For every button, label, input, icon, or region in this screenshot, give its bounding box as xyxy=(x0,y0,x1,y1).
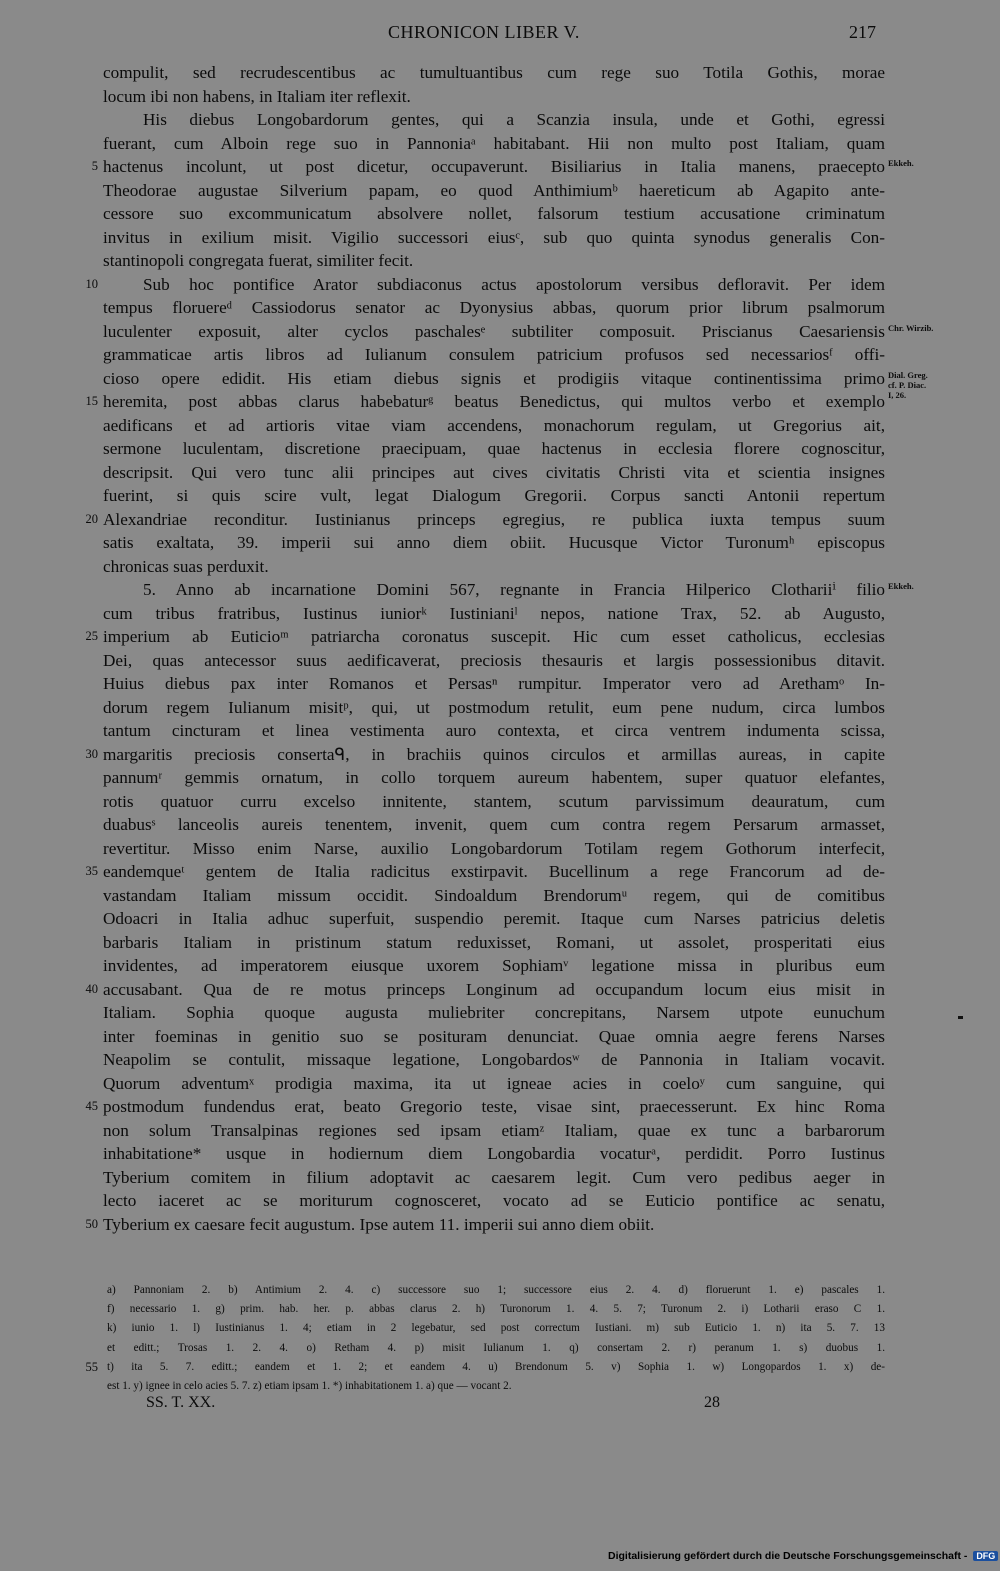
dfg-logo: DFG xyxy=(973,1551,998,1561)
note-line xyxy=(0,1281,1000,1300)
page-number: 217 xyxy=(849,22,876,42)
text-line xyxy=(0,132,1000,156)
text-line xyxy=(0,719,1000,743)
text-line xyxy=(0,625,1000,649)
text-line xyxy=(0,1213,1000,1237)
text-line-text: His diebus Longobardorum gentes, qui a Scanzia insula, unde et Gothi, egressi xyxy=(143,110,885,129)
text-line-text: barbaris Italiam in pristinum statum reduxisset, Romani, ut assolet, prosperitati eius xyxy=(103,932,885,952)
text-line-text: accusabant. Qua de re motus princeps Longinum ad occupandum locum eius misit in xyxy=(103,979,885,999)
text-line xyxy=(0,202,1000,226)
line-number: 10 xyxy=(85,276,98,291)
margin-note xyxy=(888,323,933,333)
page-footer xyxy=(0,1394,1000,1416)
text-line-text: Quorum adventumˣ prodigia maxima, ita ut igneae acies in coeloʸ cum sanguine, qui xyxy=(103,1073,885,1093)
text-line xyxy=(0,461,1000,485)
text-line xyxy=(0,155,1000,179)
text-line xyxy=(0,1189,1000,1213)
text-line-text: compulit, sed recrudescentibus ac tumultuantibus cum rege suo Totila Gothis, morae xyxy=(103,63,885,82)
line-number: 25 xyxy=(85,629,98,643)
text-line-text: inhabitatione* usque in hodiernum diem Longobardia vocaturᵃ, perdidit. Porro Iustinus xyxy=(103,1144,885,1163)
text-line xyxy=(0,1095,1000,1119)
line-number: 30 xyxy=(85,746,98,761)
text-line-text: cessore suo excommunicatum absolvere nollet, falsorum testium accusatione criminatum xyxy=(103,204,885,223)
text-line-text: tempus floruereᵈ Cassiodorus senator ac Dyonysius abbas, quorum prior librum psalmorum xyxy=(103,298,885,317)
text-line-text: Tyberium ex caesare fecit augustum. Ipse autem 11. imperii sui anno diem obiit. xyxy=(103,1214,655,1234)
sheet-number: 28 xyxy=(704,1394,720,1411)
text-line xyxy=(0,790,1000,814)
text-line xyxy=(0,85,1000,109)
margin-note xyxy=(888,158,914,168)
text-line-text: non solum Transalpinas regiones sed ipsam etiamᶻ Italiam, quae ex tunc a barbarorum xyxy=(103,1120,885,1140)
margin-note-line: Ekkeh. xyxy=(888,158,914,168)
text-line-text: pannumʳ gemmis ornatum, in collo torquem aureum habentem, super quatuor elefantes, xyxy=(103,768,885,787)
text-line xyxy=(0,61,1000,85)
text-line-text: Tyberium comitem in filium adoptavit ac caesarem legit. Cum vero pedibus aeger in xyxy=(103,1167,885,1187)
running-header xyxy=(0,22,1000,48)
text-line xyxy=(0,602,1000,626)
text-line xyxy=(0,743,1000,767)
text-line-text: luculenter exposuit, alter cyclos paschalesᵉ subtiliter composuit. Priscianus Caesariensis xyxy=(103,321,885,341)
text-line-text: Alexandriae reconditur. Iustinianus princeps egregius, re publica iuxta tempus suum xyxy=(103,509,885,529)
text-line-text: inter foeminas in genitio suo se posituram denunciat. Quae omnia aegre ferens Narses xyxy=(103,1026,885,1046)
text-line-text: invitus in exilium misit. Vigilio successori eiusᶜ, sub quo quinta synodus generalis Con- xyxy=(103,227,885,247)
main-text xyxy=(0,61,1000,1236)
margin-note-line: Chr. Wirzib. xyxy=(888,322,934,333)
margin-note-line: Dial. Greg. xyxy=(888,369,928,380)
signature-mark: SS. T. XX. xyxy=(146,1394,216,1411)
text-line xyxy=(0,390,1000,414)
text-line-text: grammaticae artis libros ad Iulianum consulem patricium profusos sed necessariosᶠ offi- xyxy=(103,345,885,364)
text-line xyxy=(0,555,1000,579)
line-number: 45 xyxy=(85,1099,98,1113)
note-line xyxy=(0,1358,1000,1377)
text-line-text: descripsit. Qui vero tunc alii principes aut cives civitatis Christi vita et scientia insignes xyxy=(103,462,885,482)
text-line xyxy=(0,179,1000,203)
text-line-text: cum tribus fratribus, Iustinus iuniorᵏ Iustinianiˡ nepos, natione Trax, 52. ab Augusto, xyxy=(103,603,885,623)
text-line xyxy=(0,1166,1000,1190)
note-line-text: t) ita 5. 7. editt.; eandem et 1. 2; et eandem 4. u) Brendonum 5. v) Sophia 1. w) Longopardos 1. x) de- xyxy=(107,1360,885,1373)
text-line xyxy=(0,367,1000,400)
text-line xyxy=(0,907,1000,931)
note-line xyxy=(0,1300,1000,1319)
text-line-text: Italiam. Sophia quoque augusta muliebriter concrepitans, Narsem utpote eunuchum xyxy=(103,1003,885,1022)
text-line xyxy=(0,696,1000,720)
text-line xyxy=(0,884,1000,908)
text-line xyxy=(0,273,1000,297)
text-line-text: fuerant, cum Alboin rege suo in Pannoniaᵃ habitabant. Hii non multo post Italiam, quam xyxy=(103,133,885,153)
text-line xyxy=(0,108,1000,132)
text-line-text: hactenus incolunt, ut post dicetur, occupaverunt. Bisiliarius in Italia manens, praecepto xyxy=(103,157,885,176)
line-number: 5 xyxy=(91,159,98,173)
text-line-text: Theodorae augustae Silverium papam, eo quod Anthimiumᵇ haereticum ab Agapito ante- xyxy=(103,180,885,200)
text-line xyxy=(0,649,1000,673)
note-line-text: est 1. y) ignee in celo acies 5. 7. z) etiam ipsam 1. *) inhabitationem 1. a) que — vocant 2. xyxy=(107,1379,512,1392)
text-line-text: satis exaltata, 39. imperii sui anno diem obiit. Hucusque Victor Turonumʰ episcopus xyxy=(103,533,885,552)
text-line xyxy=(0,860,1000,884)
text-line xyxy=(0,343,1000,367)
text-line-text: Dei, quas antecessor suus aedificaverat, preciosis thesauris et largis possessionibus ditavit. xyxy=(103,650,885,670)
line-number: 40 xyxy=(85,981,98,996)
text-line-text: Neapolim se contulit, missaque legatione, Longobardosʷ de Pannonia in Italiam vocavit. xyxy=(103,1050,885,1069)
note-line-text: et editt.; Trosas 1. 2. 4. o) Retham 4. p) misit Iulianum 1. q) consertam 2. r) peranum 1. s) duobus 1. xyxy=(107,1341,885,1354)
text-line-text: imperium ab Euticioᵐ patriarcha coronatus suscepit. Hic cum esset catholicus, ecclesias xyxy=(103,627,885,646)
text-line-text: Sub hoc pontifice Arator subdiaconus actus apostolorum versibus defloravit. Per idem xyxy=(143,274,885,294)
dfg-credit xyxy=(608,1550,998,1566)
text-line xyxy=(0,320,1000,344)
line-number: 15 xyxy=(85,394,98,408)
text-line xyxy=(0,837,1000,861)
text-line-text: dorum regem Iulianum misitᵖ, qui, ut postmodum retulit, eum pene nudum, circa lumbos xyxy=(103,697,885,717)
text-line-text: invidentes, ad imperatorem eiusque uxorem Sophiamᵛ legatione missa in pluribus eum xyxy=(103,956,885,975)
text-line-text: stantinopoli congregata fuerat, similiter fecit. xyxy=(103,251,414,270)
text-line xyxy=(0,1072,1000,1096)
text-line-text: postmodum fundendus erat, beato Gregorio teste, visae sint, praecesserunt. Ex hinc Roma xyxy=(103,1097,885,1116)
text-line-text: tantum cincturam et linea vestimenta auro contexta, et circa ventrem indumenta scissa, xyxy=(103,721,885,740)
text-line-text: eandemqueᵗ gentem de Italia radicitus exstirpavit. Bucellinum a rege Francorum ad de- xyxy=(103,862,885,881)
footnotes xyxy=(0,1281,1000,1396)
text-line-text: Huius diebus pax inter Romanos et Persasⁿ rumpitur. Imperator vero ad Arethamᵒ In- xyxy=(103,674,885,693)
text-line xyxy=(0,484,1000,508)
text-line-text: locum ibi non habens, in Italiam iter reflexit. xyxy=(103,86,411,106)
margin-note xyxy=(888,581,914,591)
text-line xyxy=(0,954,1000,978)
text-line xyxy=(0,978,1000,1002)
running-title: CHRONICON LIBER V. xyxy=(388,22,580,42)
text-line-text: aedificans et ad artioris vitae viam accendens, monachorum regulam, ut Gregorius ait, xyxy=(103,415,885,435)
line-number: 55 xyxy=(85,1359,98,1374)
text-line-text: revertitur. Misso enim Narse, auxilio Longobardorum Totilam regem Gothorum interfecit, xyxy=(103,838,885,858)
note-line-text: a) Pannoniam 2. b) Antimium 2. 4. c) successore suo 1; successore eius 2. 4. d) floruerunt 1. e) pascales 1. xyxy=(107,1284,885,1296)
margin-note-line: I, 26. xyxy=(888,389,907,400)
dfg-credit-text: Digitalisierung gefördert durch die Deutsche Forschungsgemeinschaft - xyxy=(608,1550,968,1562)
text-line xyxy=(0,437,1000,461)
text-line-text: chronicas suas perduxit. xyxy=(103,556,269,576)
margin-note-line: cf. P. Diac. xyxy=(888,379,927,390)
text-line xyxy=(0,508,1000,532)
text-line-text: fuerint, si quis scire vult, legat Dialogum Gregorii. Corpus sancti Antonii repertum xyxy=(103,486,885,505)
text-line xyxy=(0,766,1000,790)
text-line xyxy=(0,249,1000,273)
text-line xyxy=(0,1142,1000,1166)
text-line-text: margaritis preciosis consertaᑫ, in brachiis quinos circulos et armillas aureas, in capite xyxy=(103,744,885,764)
text-line-text: vastandam Italiam missum occidit. Sindoaldum Brendorumᵘ regem, qui de comitibus xyxy=(103,885,885,905)
scan-speck xyxy=(958,1016,963,1019)
text-line xyxy=(0,1001,1000,1025)
text-line xyxy=(0,1119,1000,1143)
text-line xyxy=(0,931,1000,955)
text-line xyxy=(0,813,1000,837)
text-line xyxy=(0,296,1000,320)
text-line-text: sermone luculentam, discretione praecipuam, quae hactenus in ecclesia florere cognoscitur, xyxy=(103,439,885,458)
text-line-text: Odoacri in Italia adhuc superfuit, suspendio peremit. Itaque cum Narses patricius deletis xyxy=(103,909,885,928)
margin-note-line: Ekkeh. xyxy=(888,581,914,591)
note-line-text: k) iunio 1. l) Iustinianus 1. 4; etiam in 2 legebatur, sed post correctum Iustiani. m) sub Euticio 1. n) ita 5. 7. 13 xyxy=(107,1322,885,1335)
text-line-text: heremita, post abbas clarus habebaturᵍ beatus Benedictus, qui multos verbo et exemplo xyxy=(103,392,885,411)
text-line-text: duabusˢ lanceolis aureis tenentem, invenit, quem cum contra regem Persarum armasset, xyxy=(103,815,885,834)
text-line xyxy=(0,672,1000,696)
note-line-text: f) necessario 1. g) prim. hab. her. p. abbas clarus 2. h) Turonorum 1. 4. 5. 7; Turonum 2. i) Lotharii eraso C 1. xyxy=(107,1303,885,1316)
text-line-text: rotis quatuor curru excelso innitente, stantem, scutum parvissimum deauratum, cum xyxy=(103,791,885,811)
text-line-text: cioso opere edidit. His etiam diebus signis et prodigiis vitaque continentissima primo xyxy=(103,368,885,388)
text-line xyxy=(0,414,1000,438)
text-line-text: 5. Anno ab incarnatione Domini 567, regnante in Francia Hilperico Clothariiⁱ filio xyxy=(143,580,885,599)
text-line xyxy=(0,531,1000,555)
text-line xyxy=(0,1048,1000,1072)
line-number: 20 xyxy=(85,511,98,526)
note-line xyxy=(0,1319,1000,1338)
line-number: 35 xyxy=(85,864,98,878)
text-line xyxy=(0,1025,1000,1049)
line-number: 50 xyxy=(85,1216,98,1231)
text-line-text: lecto iaceret ac se moriturum cognosceret, vocato ad se Euticio pontifice ac senatu, xyxy=(103,1191,885,1210)
note-line xyxy=(0,1339,1000,1358)
text-line xyxy=(0,578,1000,602)
text-line xyxy=(0,226,1000,250)
